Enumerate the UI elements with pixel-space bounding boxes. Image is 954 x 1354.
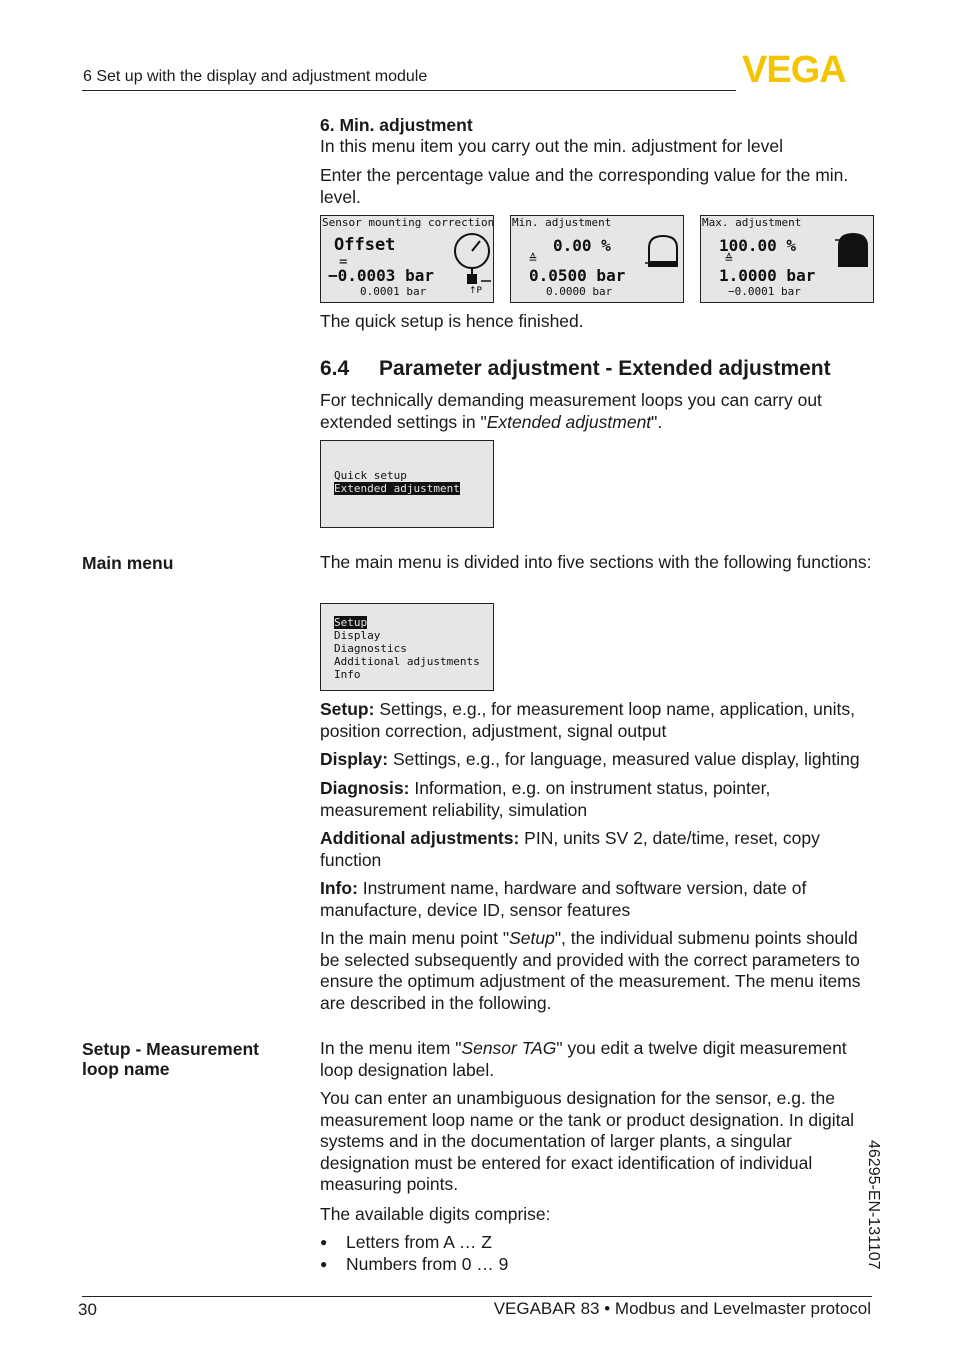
doc-title: VEGABAR 83 • Modbus and Levelmaster protocol (493, 1299, 871, 1318)
lcd-offset (320, 215, 494, 303)
pressure-gauge-icon (451, 232, 493, 294)
menu-item-display[interactable]: Display (334, 629, 381, 642)
loop-name-p2: You can enter an unambiguous designation for the sensor, e.g. the measurement loop name or the tank or product designation. In digital systems and in the documentation of larger plants, a singular designation must be entered for exact identification of individual measuring points. (320, 1088, 855, 1194)
section-number: 6.4 (320, 357, 350, 380)
lcd-max-sub: −0.0001 bar (728, 285, 801, 298)
main-menu-intro: The main menu is divided into five sections with the following functions: (320, 552, 872, 572)
lcd-main-menu (320, 603, 494, 691)
menu-item-diagnostics[interactable]: Diagnostics (334, 642, 407, 655)
menu-item-quick-setup[interactable]: Quick setup (334, 469, 407, 482)
lcd-max-title: Max. adjustment (702, 216, 802, 229)
desc-additional-adjustments: Additional adjustments: PIN, units SV 2, date/time, reset, copy function (320, 828, 820, 870)
svg-text:↑P: ↑P (469, 286, 482, 294)
lcd-min-eq: ≙ (529, 252, 537, 267)
menu-item-info[interactable]: Info (334, 668, 361, 681)
quick-setup-finished: The quick setup is hence finished. (320, 311, 584, 331)
footer-rule (82, 1296, 872, 1297)
section-title: Parameter adjustment - Extended adjustment (379, 357, 831, 380)
lcd-extended-menu (320, 440, 494, 528)
lcd-min-percent: 0.00 % (553, 236, 611, 255)
lcd-offset-sub: 0.0001 bar (360, 285, 427, 298)
lcd-offset-label: Offset (334, 235, 396, 255)
min-adjust-p1: In this menu item you carry out the min. adjustment for level (320, 136, 783, 156)
full-tank-icon (835, 230, 871, 270)
page-number: 30 (78, 1300, 97, 1319)
list-item: ● Numbers from 0 … 9 (320, 1254, 876, 1276)
lcd-max-value: 1.0000 bar (719, 266, 816, 285)
main-menu-closing: In the main menu point "Setup", the individual submenu points should be selected subsequently and provided with the correct parameters to ensure the optimum adjustment of the measurement. The menu items are described in the following. (320, 928, 861, 1013)
empty-tank-icon (645, 234, 681, 270)
header-rule (82, 90, 736, 91)
section-intro: For technically demanding measurement loops you can carry out extended settings in "Extended adjustment". (320, 390, 822, 432)
lcd-min-adjustment (510, 215, 684, 303)
menu-item-setup[interactable]: Setup (334, 616, 368, 629)
running-header: 6 Set up with the display and adjustment module (83, 68, 428, 85)
side-label-main-menu: Main menu (82, 553, 174, 573)
logo-text: VEGA (742, 52, 846, 84)
desc-setup: Setup: Settings, e.g., for measurement loop name, application, units, position correction, adjustment, signal output (320, 699, 855, 741)
lcd-offset-eq: = (339, 254, 348, 270)
doc-id-vertical: 46295-EN-131107 (865, 1140, 882, 1270)
menu-item-extended-adjustment[interactable]: Extended adjustment (334, 482, 460, 495)
desc-info: Info: Instrument name, hardware and software version, date of manufacture, device ID, sensor features (320, 878, 807, 920)
lcd-offset-value: −0.0003 bar (328, 266, 434, 285)
loop-name-p3: The available digits comprise: (320, 1204, 551, 1224)
min-adjust-p2: Enter the percentage value and the corresponding value for the min. level. (320, 165, 849, 207)
lcd-max-percent: 100.00 % (719, 236, 797, 255)
digits-list (320, 1232, 876, 1275)
loop-name-p1: In the menu item "Sensor TAG" you edit a twelve digit measurement loop designation label. (320, 1038, 847, 1080)
lcd-max-adjustment (700, 215, 874, 303)
lcd-min-value: 0.0500 bar (529, 266, 626, 285)
desc-diagnosis: Diagnosis: Information, e.g. on instrument status, pointer, measurement reliability, simulation (320, 778, 771, 820)
lcd-min-title: Min. adjustment (512, 216, 612, 229)
menu-item-additional-adjustments[interactable]: Additional adjustments (334, 655, 480, 668)
vega-logo (742, 52, 872, 89)
lcd-offset-title: Sensor mounting correction (322, 216, 495, 229)
list-item: ● Letters from A … Z (320, 1232, 876, 1254)
side-label-loop-name: Setup - Measurement loop name (82, 1039, 259, 1079)
lcd-min-sub: 0.0000 bar (546, 285, 613, 298)
lcd-max-eq: ≙ (725, 252, 733, 267)
min-adjust-heading: 6. Min. adjustment (320, 115, 473, 135)
desc-display: Display: Settings, e.g., for language, measured value display, lighting (320, 749, 860, 769)
